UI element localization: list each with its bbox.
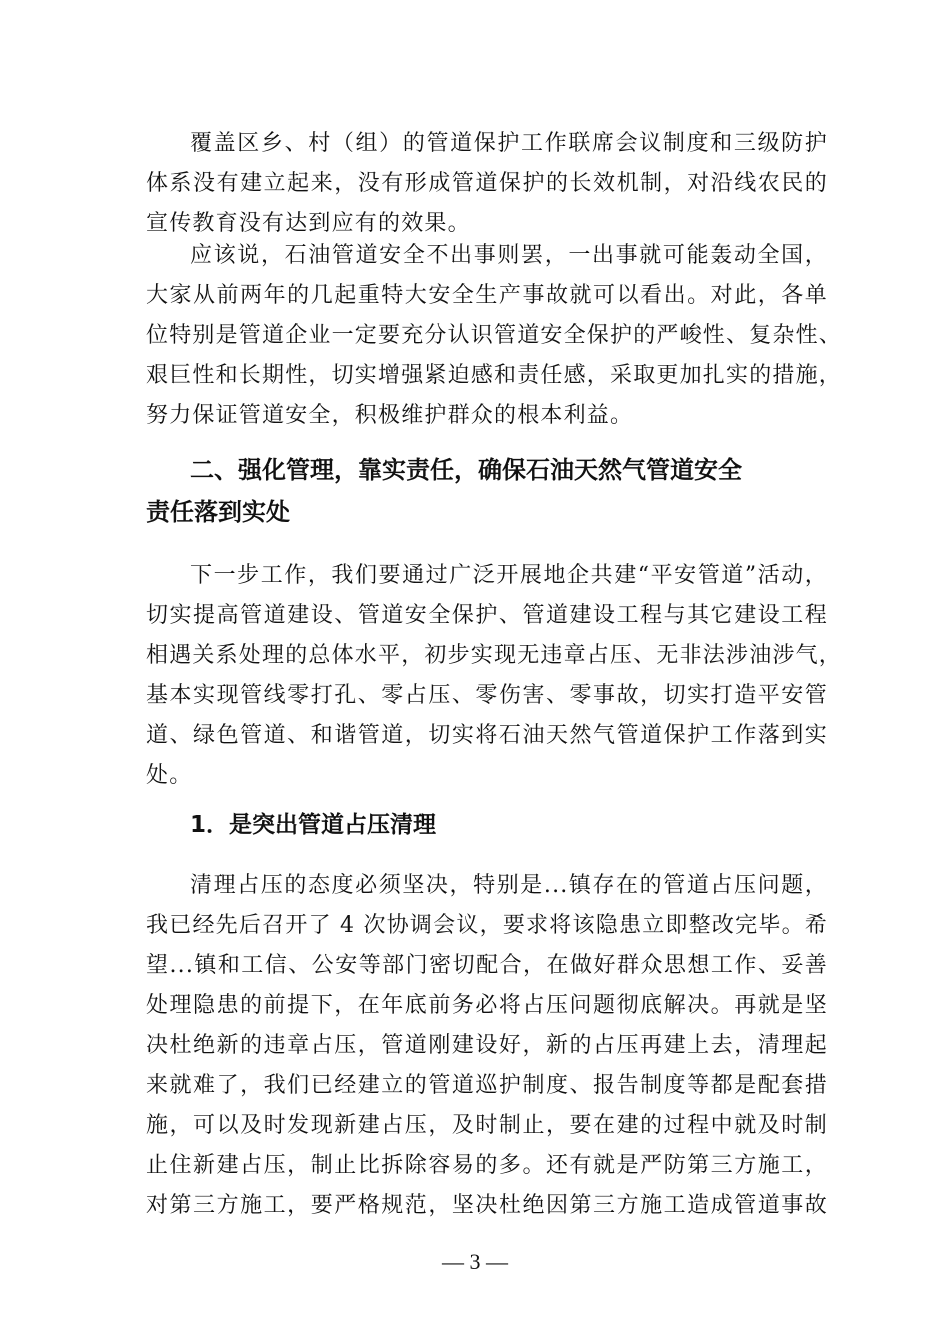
paragraph-line: 覆盖区乡、村（组）的管道保护工作联席会议制度和三级防护 bbox=[190, 131, 828, 156]
paragraph-line: 大家从前两年的几起重特大安全生产事故就可以看出。对此，各单 bbox=[146, 283, 828, 308]
page-number: — 3 — bbox=[442, 1249, 508, 1274]
paragraph-line: 基本实现管线零打孔、零占压、零伤害、零事故，切实打造平安管 bbox=[146, 683, 828, 708]
paragraph-line: 努力保证管道安全，积极维护群众的根本利益。 bbox=[146, 403, 634, 428]
paragraph-line: 相遇关系处理的总体水平，初步实现无违章占压、无非法涉油涉气， bbox=[146, 643, 843, 668]
paragraph-line: 施，可以及时发现新建占压，及时制止，要在建的过程中就及时制 bbox=[146, 1113, 828, 1138]
paragraph-line: 清理占压的态度必须坚决，特别是...镇存在的管道占压问题， bbox=[190, 873, 828, 898]
paragraph-line: 对第三方施工，要严格规范，坚决杜绝因第三方施工造成管道事故 bbox=[146, 1193, 828, 1218]
subheading-1 bbox=[146, 806, 828, 839]
section-heading-line: 二、强化管理，靠实责任，确保石油天然气管道安全 bbox=[190, 456, 742, 484]
paragraph-line: 体系没有建立起来，没有形成管道保护的长效机制，对沿线农民的 bbox=[146, 171, 828, 196]
section-heading-2 bbox=[146, 449, 828, 533]
paragraph-line: 宣传教育没有达到应有的效果。 bbox=[146, 211, 471, 236]
paragraph-line: 决杜绝新的违章占压，管道刚建设好，新的占压再建上去，清理起 bbox=[146, 1033, 828, 1058]
subheading-text: 1．是突出管道占压清理 bbox=[190, 812, 437, 838]
paragraph-line: 我已经先后召开了 4 次协调会议，要求将该隐患立即整改完毕。希 bbox=[146, 913, 828, 938]
section-heading-line: 责任落到实处 bbox=[146, 498, 290, 526]
paragraph-2 bbox=[146, 236, 843, 436]
paragraph-3 bbox=[146, 556, 843, 796]
paragraph-line: 望...镇和工信、公安等部门密切配合，在做好群众思想工作、妥善 bbox=[146, 953, 828, 978]
paragraph-line: 处理隐患的前提下，在年底前务必将占压问题彻底解决。再就是坚 bbox=[146, 993, 828, 1018]
paragraph-line: 处。 bbox=[146, 763, 193, 788]
paragraph-4 bbox=[146, 866, 828, 1226]
paragraph-line: 下一步工作，我们要通过广泛开展地企共建“平安管道”活动， bbox=[190, 563, 828, 588]
paragraph-1 bbox=[146, 124, 828, 244]
paragraph-line: 切实提高管道建设、管道安全保护、管道建设工程与其它建设工程 bbox=[146, 603, 828, 628]
paragraph-line: 来就难了，我们已经建立的管道巡护制度、报告制度等都是配套措 bbox=[146, 1073, 828, 1098]
paragraph-line: 位特别是管道企业一定要充分认识管道安全保护的严峻性、复杂性、 bbox=[146, 323, 843, 348]
paragraph-line: 应该说，石油管道安全不出事则罢，一出事就可能轰动全国， bbox=[190, 243, 828, 268]
paragraph-line: 道、绿色管道、和谐管道，切实将石油天然气管道保护工作落到实 bbox=[146, 723, 828, 748]
paragraph-line: 止住新建占压，制止比拆除容易的多。还有就是严防第三方施工， bbox=[146, 1153, 828, 1178]
paragraph-line: 艰巨性和长期性，切实增强紧迫感和责任感，采取更加扎实的措施， bbox=[146, 363, 843, 388]
